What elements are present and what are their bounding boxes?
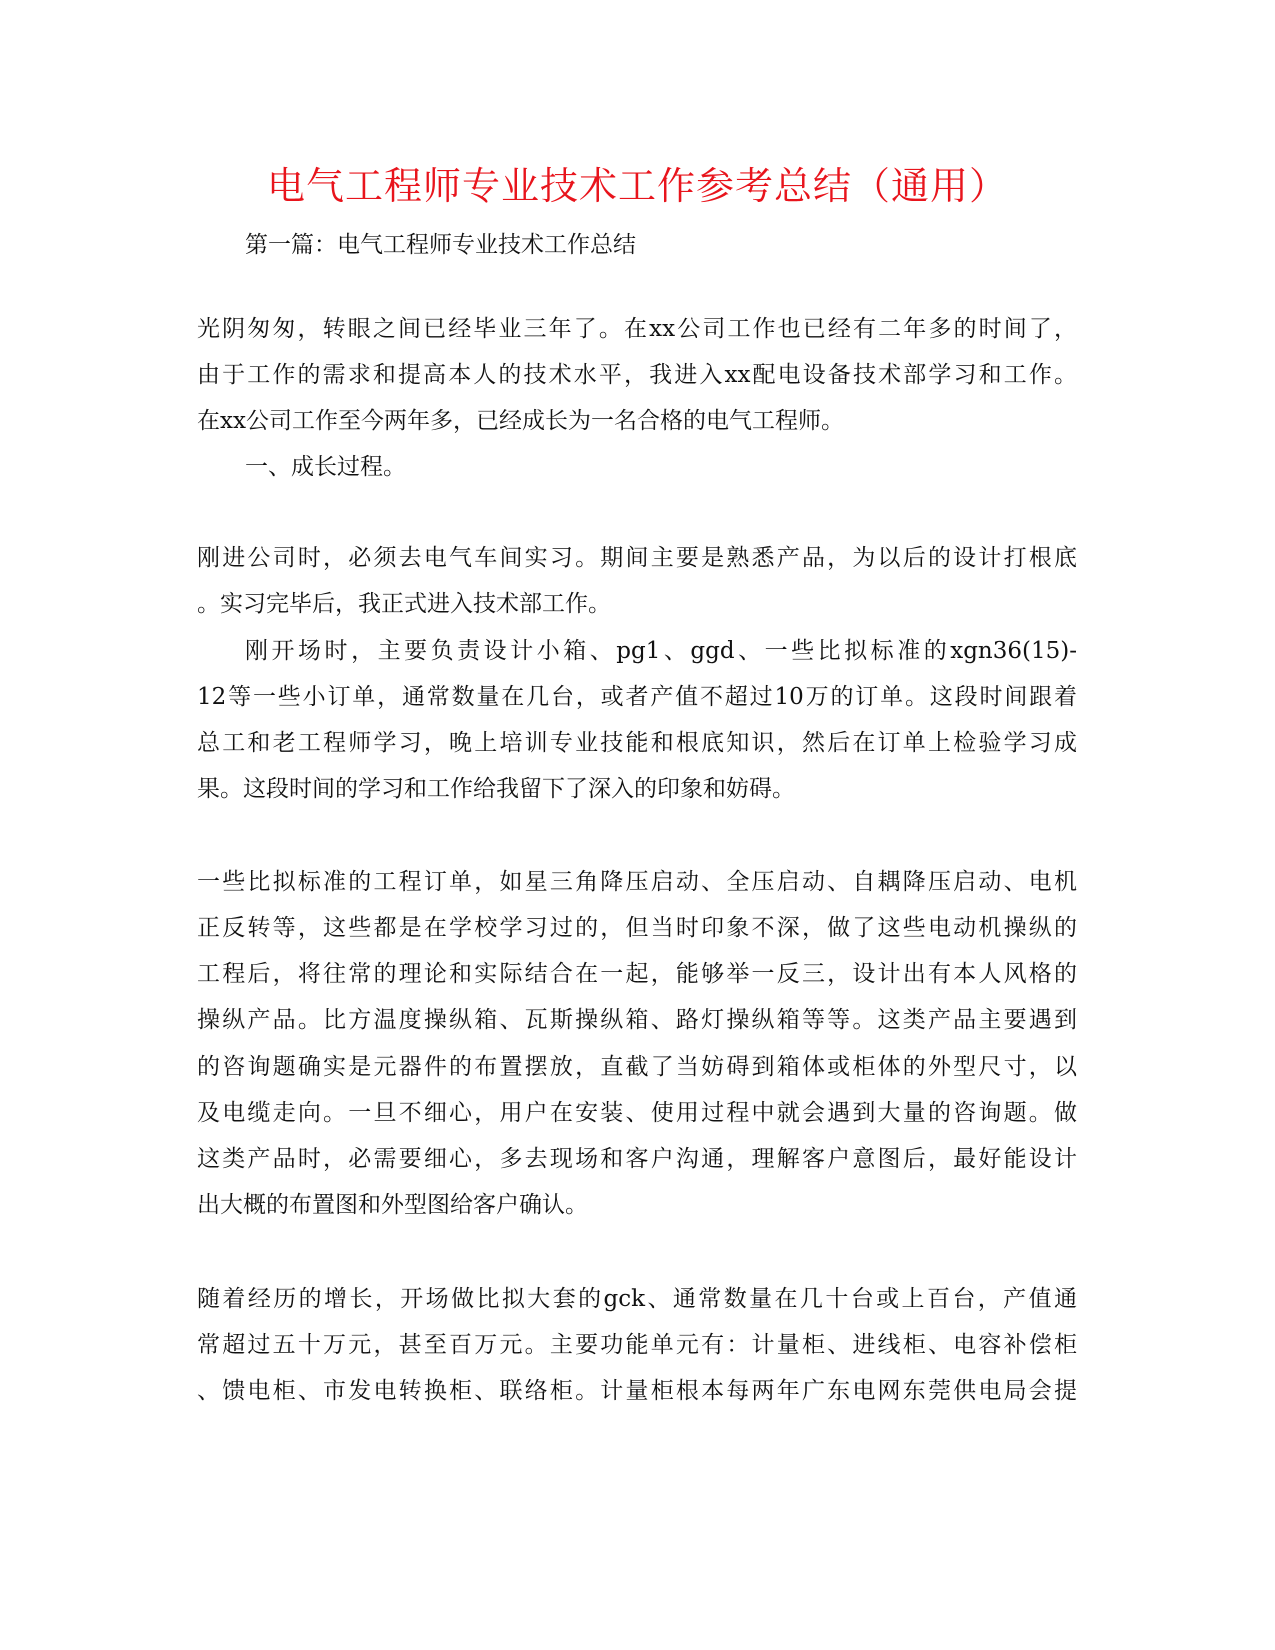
document-title: 电气工程师专业技术工作参考总结（通用） — [266, 164, 1008, 208]
paragraph-line: 出大概的布置图和外型图给客户确认。 — [197, 1192, 588, 1218]
paragraph-line: 总工和老工程师学习，晚上培训专业技能和根底知识，然后在订单上检验学习成 — [197, 730, 1077, 756]
paragraph-line: 刚开场时，主要负责设计小箱、pg1、ggd、一些比拟标准的xgn36(15)- — [245, 638, 1077, 664]
paragraph-line: 操纵产品。比方温度操纵箱、瓦斯操纵箱、路灯操纵箱等等。这类产品主要遇到 — [197, 1007, 1077, 1033]
paragraph-line: 工程后，将往常的理论和实际结合在一起，能够举一反三，设计出有本人风格的 — [197, 961, 1077, 987]
paragraph-line: 刚进公司时，必须去电气车间实习。期间主要是熟悉产品，为以后的设计打根底 — [197, 545, 1077, 571]
paragraph-line: 由于工作的需求和提高本人的技术水平，我进入xx配电设备技术部学习和工作。 — [197, 362, 1077, 388]
document-subtitle: 第一篇：电气工程师专业技术工作总结 — [245, 232, 636, 258]
paragraph-line: 果。这段时间的学习和工作给我留下了深入的印象和妨碍。 — [197, 776, 795, 802]
paragraph-line: 随着经历的增长，开场做比拟大套的gck、通常数量在几十台或上百台，产值通 — [197, 1286, 1077, 1312]
section-heading: 一、成长过程。 — [245, 454, 406, 480]
paragraph-line: 光阴匆匆，转眼之间已经毕业三年了。在xx公司工作也已经有二年多的时间了， — [197, 316, 1077, 342]
paragraph-line: 一些比拟标准的工程订单，如星三角降压启动、全压启动、自耦降压启动、电机 — [197, 869, 1077, 895]
paragraph-line: 、馈电柜、市发电转换柜、联络柜。计量柜根本每两年广东电网东莞供电局会提 — [197, 1378, 1077, 1404]
paragraph-line: 在xx公司工作至今两年多，已经成长为一名合格的电气工程师。 — [197, 408, 844, 434]
paragraph-line: 12等一些小订单，通常数量在几台，或者产值不超过10万的订单。这段时间跟着 — [197, 684, 1077, 710]
paragraph-line: 常超过五十万元，甚至百万元。主要功能单元有：计量柜、进线柜、电容补偿柜 — [197, 1332, 1077, 1358]
paragraph-line: 正反转等，这些都是在学校学习过的，但当时印象不深，做了这些电动机操纵的 — [197, 915, 1077, 941]
paragraph-line: 这类产品时，必需要细心，多去现场和客户沟通，理解客户意图后，最好能设计 — [197, 1146, 1077, 1172]
paragraph-line: 及电缆走向。一旦不细心，用户在安装、使用过程中就会遇到大量的咨询题。做 — [197, 1100, 1077, 1126]
paragraph-line: 的咨询题确实是元器件的布置摆放，直截了当妨碍到箱体或柜体的外型尺寸，以 — [197, 1054, 1077, 1080]
paragraph-line: 。实习完毕后，我正式进入技术部工作。 — [197, 591, 611, 617]
